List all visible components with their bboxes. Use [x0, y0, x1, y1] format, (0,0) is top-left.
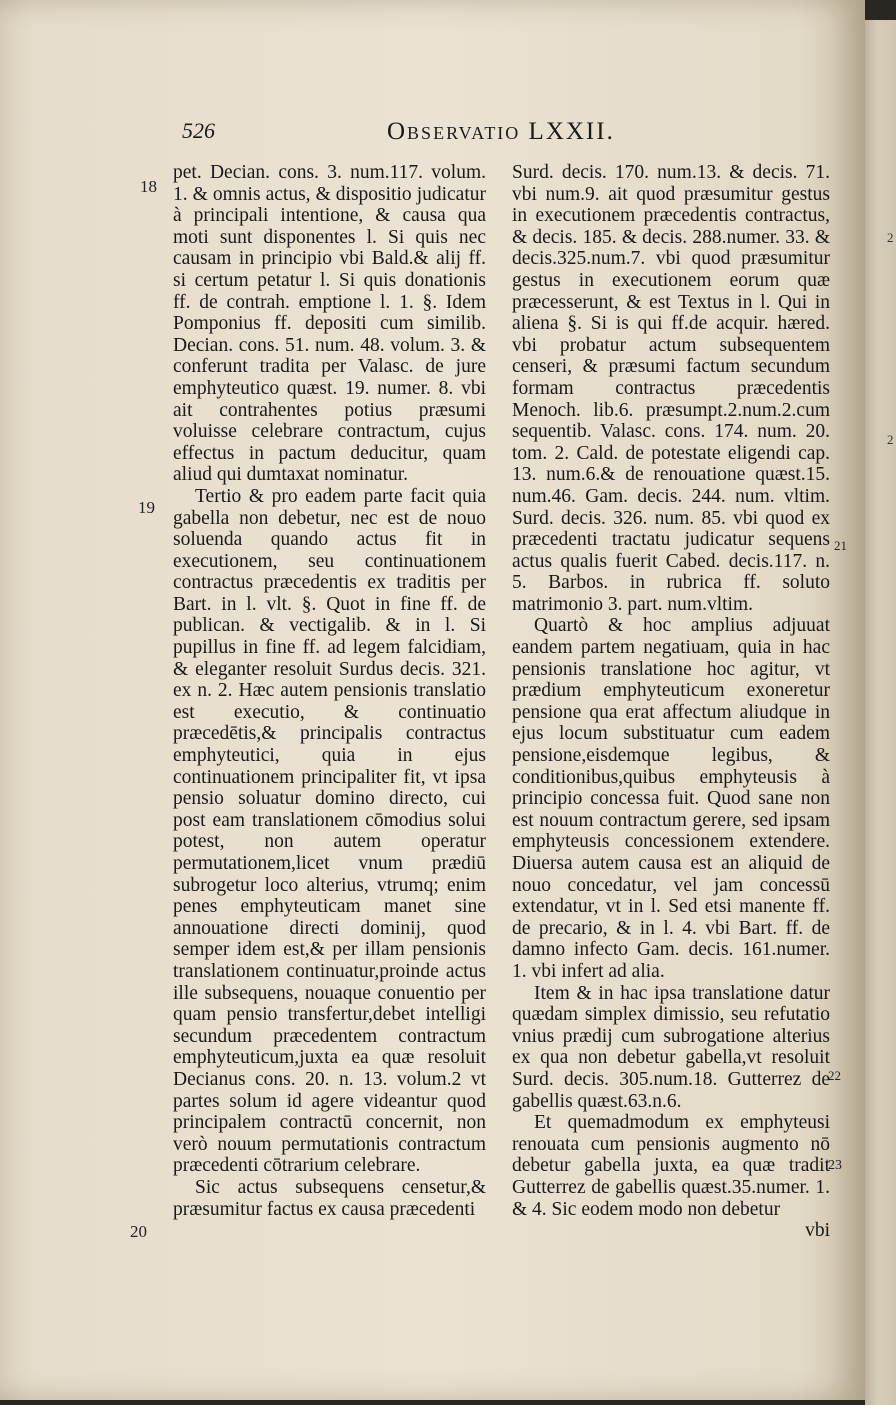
- facing-page-edge: [865, 20, 896, 1405]
- page-title: Observatio LXXII.: [387, 118, 615, 145]
- left-paragraph-3: Sic actus subsequens censetur,& præsumitur factus ex causa præcedenti: [173, 1176, 486, 1220]
- left-column: [173, 162, 486, 1220]
- page-number: 526: [182, 118, 215, 143]
- edge-mark-2: 2: [887, 432, 894, 447]
- margin-number-19: 19: [138, 498, 155, 517]
- left-paragraph-1: pet. Decian. cons. 3. num.117. volum. 1. & omnis actus, & dispositio judicatur à principali intentione, & causa qua moti sunt disponentes l. Si quis nec causam in principio vbi Bald.& alij ff. si certum petatur l. Si quis donationis ff. de contrah. emptione l. 1. §. Idem Pomponius ff. depositi cum similib. Decian. cons. 51. num. 48. volum. 3. & conferunt tradita per Valasc. de jure emphyteutico quæst. 19. numer. 8. vbi ait contrahentes potius præsumi voluisse celebrare contractum, cujus effectus in pactum deducitur, quam aliud qui dumtaxat nominatur.: [173, 162, 486, 486]
- running-header: [182, 118, 682, 152]
- left-paragraph-2: Tertio & pro eadem parte facit quia gabella non debetur, nec est de nouo soluenda quando actus fit in executionem, seu continuationem contractus præcedentis ex traditis per Bart. in l. vlt. §. Quot in fine ff. de publican. & vectigalib. & in l. Si pupillus in fine ff. ad legem falcidiam, & eleganter resoluit Surdus decis. 321. ex n. 2. Hæc autem pensionis translatio est executio, & continuatio præcedētis,& principalis contractus emphyteutici, quia in ejus continuationem principaliter fit, vt ipsa pensio soluatur domino directo, cui post eam translationem cōmodius solui potest, non autem operatur permutationem,licet vnum prædiū subrogetur loco alterius, vtrumq; enim penes emphyteuticam manet sine annouatione directi dominij, quod semper idem est,& per illam pensionis translationem continuatur,proinde actus ille subsequens, nouaque conuentio per quam pensio transfertur,debet intelligi secundum præcedentem contractum emphyteuticum,juxta ea quæ resoluit Decianus cons. 20. n. 13. volum.2 vt partes solum id agere videantur quod principalem contractū concernit, non verò nouum permutationis contractum præcedenti cōtrarium celebrare.: [173, 485, 486, 1177]
- edge-mark-1: 2: [887, 230, 894, 245]
- margin-number-18: 18: [140, 177, 157, 196]
- right-column: [512, 162, 830, 1242]
- margin-number-23: 23: [828, 1158, 842, 1173]
- right-paragraph-3: Item & in hac ipsa translatione datur quædam simplex dimissio, seu refutatio vnius prædij cum subrogatione alterius ex qua non debetur gabella,vt resoluit Surd. decis. 305.num.18. Gutterrez de gabellis quæst.63.n.6.: [512, 982, 830, 1112]
- catchword: vbi: [805, 1220, 830, 1242]
- margin-number-22: 22: [828, 1068, 841, 1083]
- right-paragraph-4: Et quemadmodum ex emphyteusi renouata cum pensionis augmento nō debetur gabella juxta, ea quæ tradit Gutterrez de gabellis quæst.35.numer. 1. & 4. Sic eodem modo non debetur: [512, 1112, 830, 1220]
- right-paragraph-2: Quartò & hoc amplius adjuuat eandem partem negatiuam, quia in hac pensionis translatione hoc agitur, vt prædium emphyteuticum exoneretur pensione qua erat affectum aliudque in ejus locum substituatur cum eadem pensione,eisdemque legibus, & conditionibus,quibus emphyteusis à principio concessa fuit. Quod sane non est nouum contractum gerere, sed ipsam emphyteusis concessionem extendere. Diuersa autem causa est an aliquid de nouo concedatur, vel jam concessū extendatur, vt in l. Sed etsi manente ff. de precario, & in l. 4. vbi Bart. ff. de damno infecto Gam. decis. 161.numer. 1. vbi infert ad alia.: [512, 615, 830, 982]
- right-paragraph-1: Surd. decis. 170. num.13. & decis. 71. vbi num.9. ait quod præsumitur gestus in executionem præcedentis contractus, & decis. 185. & decis. 288.numer. 33. & decis.325.num.7. vbi quod præsumitur gestus in executionem eorum quæ præcesserunt, & est Textus in l. Qui in aliena §. Si is qui ff.de acquir. hæred. vbi probatur actum subsequentem censeri, & præsumi factum secundum formam contractus præcedentis Menoch. lib.6. præsumpt.2.num.2.cum sequentib. Valasc. cons. 174. num. 20. tom. 2. Cald. de potestate eligendi cap. 13. num.6.& de renouatione quæst.15. num.46. Gam. decis. 244. num. vltim. Surd. decis. 326. num. 85. vbi quod ex præcedenti tractatu judicatur sequens actus qualis fuerit Cabed. decis.117. n. 5. Barbos. in rubrica ff. soluto matrimonio 3. part. num.vltim.: [512, 162, 830, 615]
- margin-number-21: 21: [834, 538, 847, 553]
- margin-number-20: 20: [130, 1222, 147, 1241]
